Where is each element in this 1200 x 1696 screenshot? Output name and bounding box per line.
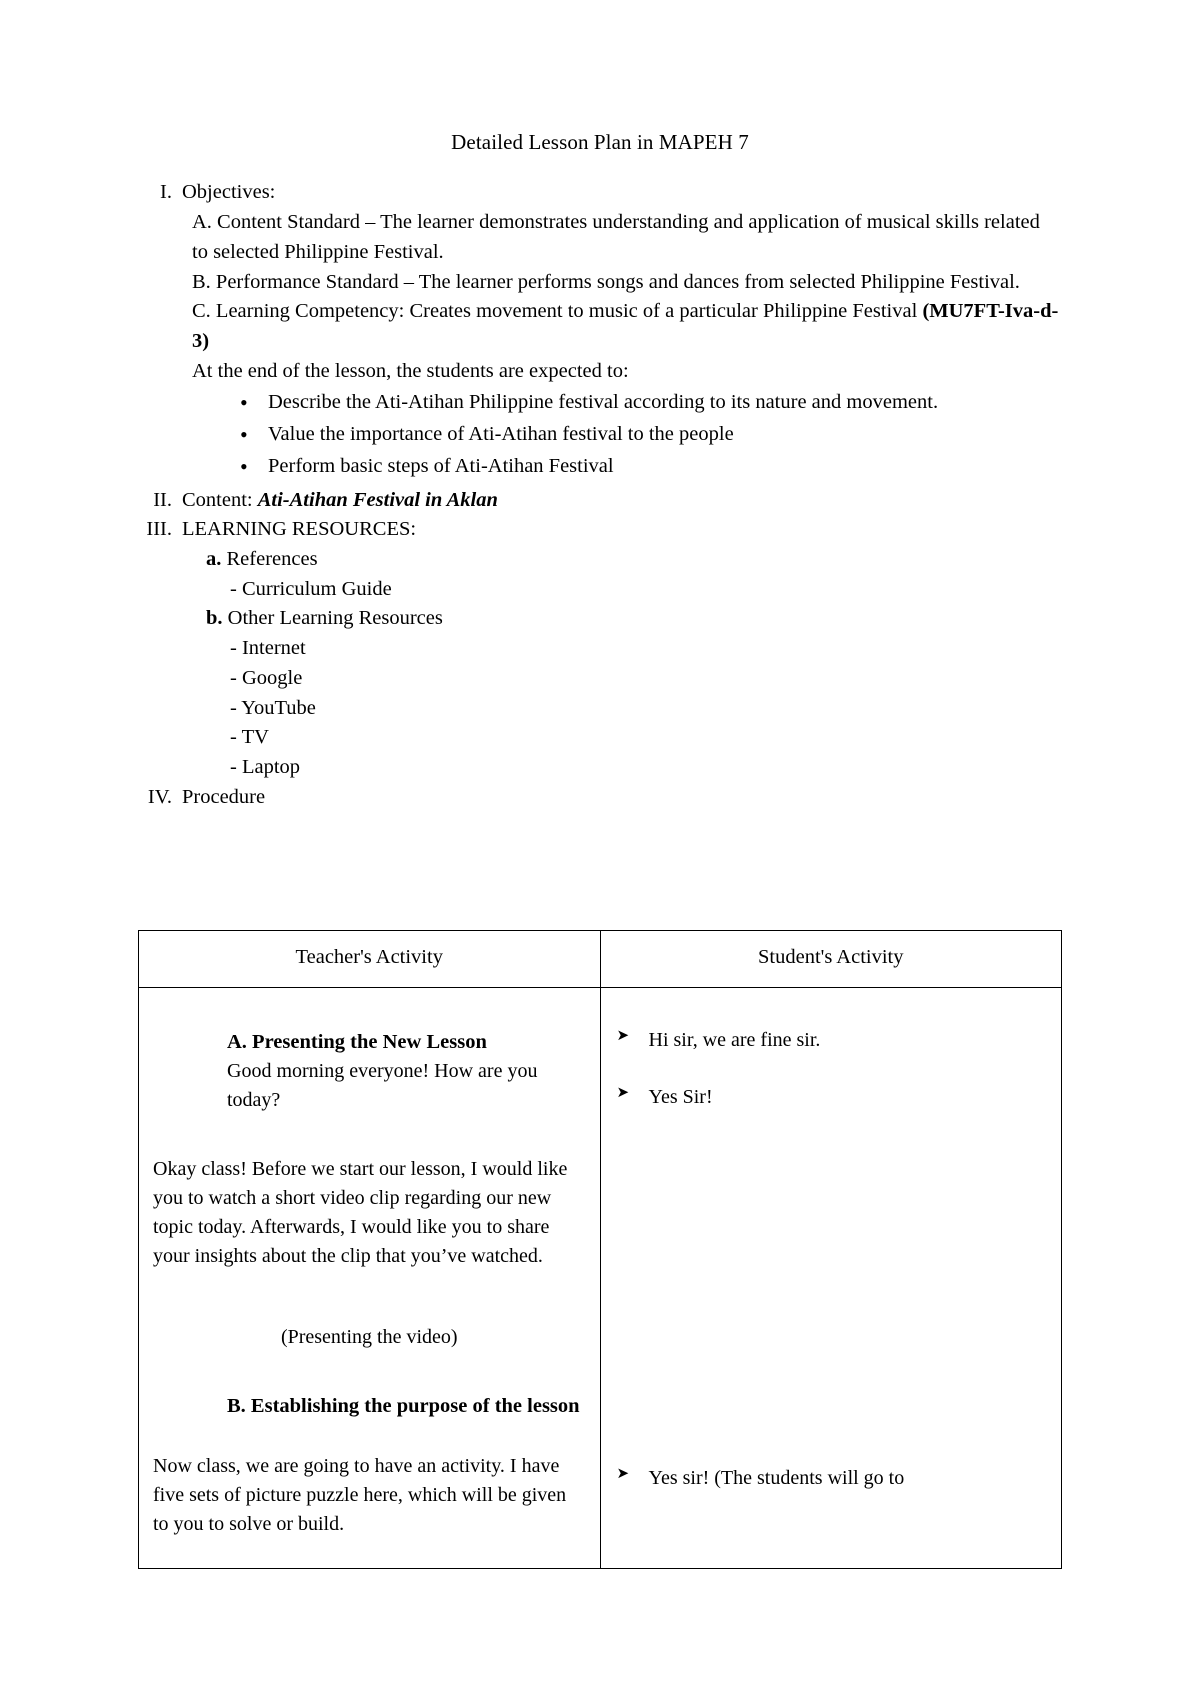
other-resources-label: Other Learning Resources <box>222 607 443 630</box>
list-item: ➤ Yes Sir! <box>615 1083 1048 1112</box>
other-resources-heading <box>206 604 1060 634</box>
table-row <box>139 987 1062 1568</box>
column-header-student: Student's Activity <box>600 931 1062 988</box>
teacher-section-a-heading: A. Presenting the New Lesson <box>227 1030 487 1053</box>
references-label: References <box>221 547 318 570</box>
performance-standard: B. Performance Standard – The learner performs songs and dances from selected Philippine Festival. <box>192 270 1020 293</box>
learning-competency-text: C. Learning Competency: Creates movement to music of a particular Philippine Festival <box>192 300 923 323</box>
section-content-numeral: II. <box>153 488 172 511</box>
expectation-list <box>140 388 1060 481</box>
teacher-presenting-video: (Presenting the video) <box>280 1326 458 1349</box>
teacher-section-b-heading: B. Establishing the purpose of the lesson <box>227 1395 580 1418</box>
student-response-list <box>615 1026 1048 1055</box>
list-item: • Perform basic steps of Ati-Atihan Festival <box>240 452 1060 482</box>
objectives-details <box>192 208 1060 386</box>
reference-item: - Curriculum Guide <box>230 577 392 600</box>
section-content-value: Ati-Atihan Festival in Aklan <box>257 488 498 511</box>
other-resource-item: - Laptop <box>230 756 301 778</box>
expectation-intro: At the end of the lesson, the students are expected to: <box>192 359 629 382</box>
section-learning-resources <box>140 515 1060 545</box>
learning-competency <box>192 297 1060 356</box>
section-procedure-numeral: IV. <box>147 785 172 808</box>
teacher-activity-cell <box>139 987 601 1568</box>
teacher-greeting: Good morning everyone! How are you today? <box>227 1060 538 1112</box>
other-resource-item: - Internet <box>230 637 306 660</box>
section-content-label: Content: <box>182 488 258 511</box>
student-response-list <box>615 1083 1048 1112</box>
section-objectives-numeral: I. <box>160 181 172 204</box>
section-procedure-label: Procedure <box>182 785 266 808</box>
other-resources-letter: b. <box>206 607 223 630</box>
other-resource-item: - Google <box>230 666 303 689</box>
learning-competency-code: (MU7FT-Iva-d-3) <box>192 300 1059 352</box>
references-heading <box>206 545 1060 575</box>
document-body <box>140 128 1060 812</box>
procedure-table <box>138 930 1062 1569</box>
column-header-teacher: Teacher's Activity <box>139 931 601 988</box>
section-content-body <box>182 486 1060 516</box>
content-standard: A. Content Standard – The learner demonstrates understanding and application of musical skills related to selected Philippine Festival. <box>192 211 1040 263</box>
section-learning-resources-label: LEARNING RESOURCES: <box>182 518 417 541</box>
section-learning-resources-numeral: III. <box>146 518 172 541</box>
student-response-list <box>615 1464 1048 1493</box>
section-objectives-label: Objectives: <box>182 181 276 204</box>
section-content <box>140 486 1060 516</box>
other-resource-item: - TV <box>230 726 269 749</box>
list-item: ➤ Hi sir, we are fine sir. <box>615 1026 1048 1055</box>
section-objectives <box>140 178 1060 208</box>
list-item: • Value the importance of Ati-Atihan festival to the people <box>240 420 1060 450</box>
table-header-row <box>139 931 1062 988</box>
list-item: ➤ Yes sir! (The students will go to <box>615 1464 1048 1493</box>
other-resource-item: - YouTube <box>230 696 316 719</box>
document-title: Detailed Lesson Plan in MAPEH 7 <box>451 130 749 154</box>
student-activity-cell <box>600 987 1062 1568</box>
section-procedure <box>140 783 1060 813</box>
references-letter: a. <box>206 547 222 570</box>
list-item: • Describe the Ati-Atihan Philippine festival according to its nature and movement. <box>240 388 1060 418</box>
teacher-video-paragraph: Okay class! Before we start our lesson, I would like you to watch a short video clip regarding our new topic today. Afterwards, I would like you to share your insights about the clip that you’ve watched. <box>153 1158 568 1268</box>
teacher-activity-paragraph: Now class, we are going to have an activity. I have five sets of picture puzzle here, which will be given to you to solve or build. <box>153 1455 567 1536</box>
